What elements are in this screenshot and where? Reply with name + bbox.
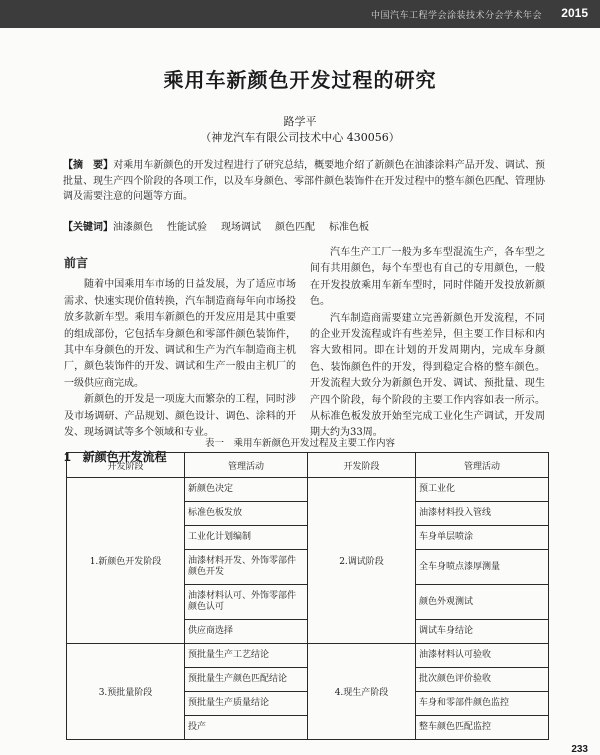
abstract (63, 158, 545, 205)
stage-cell: 3.预批量阶段 (67, 644, 185, 740)
activity-cell: 油漆材料认可验收 (416, 644, 549, 668)
journal-code: 2015 (561, 6, 588, 20)
activity-cell: 车身和零部件颜色监控 (416, 692, 549, 716)
activity-cell: 车身单层喷涂 (416, 526, 549, 550)
stage-cell: 1.新颜色开发阶段 (67, 478, 185, 644)
keyword: 颜色匹配 (275, 222, 315, 233)
activity-cell: 标准色板发放 (185, 502, 308, 526)
activity-cell: 整车颜色匹配监控 (416, 716, 549, 740)
table-header: 开发阶段 (67, 453, 185, 478)
activity-cell: 供应商选择 (185, 620, 308, 644)
table-caption: 表一 乘用车新颜色开发过程及主要工作内容 (204, 438, 395, 449)
section-heading: 1 新颜色开发流程 (64, 450, 167, 465)
activity-cell: 油漆材料投入管线 (416, 502, 549, 526)
activity-cell: 工业化计划编制 (185, 526, 308, 550)
abstract-text: 对乘用车新颜色的开发过程进行了研究总结，概要地介绍了新颜色在油漆涂料产品开发、调试、预批量、现生产四个阶段的各项工作，以及车身颜色、零部件颜色装饰件在开发过程中的整车颜色匹配、管理协调及需要注意的问题等方面。 (63, 160, 546, 202)
development-process-table (66, 452, 549, 740)
abstract-label: 【摘 要】 (63, 160, 114, 171)
keyword: 油漆颜色 (113, 222, 153, 233)
paper-title: 乘用车新颜色开发过程的研究 (163, 70, 437, 92)
activity-cell: 预批量生产颜色匹配结论 (185, 668, 308, 692)
table-header: 管理活动 (185, 453, 308, 478)
keyword: 标准色板 (329, 222, 369, 233)
activity-cell: 新颜色决定 (185, 478, 308, 502)
keywords-label: 【关键词】 (63, 222, 113, 233)
body-paragraph: 汽车制造商需要建立完善新颜色开发流程，不同的企业开发流程或许有些差异，但主要工作目标和内容大致相同。即在计划的开发周期内，完成车身颜色、装饰颜色件的开发，得到稳定合格的整车颜色。开发流程大致分为新颜色开发、调试、预批量、现生产四个阶段，每个阶段的主要工作内容如表一所示。从标准色板发放开始至完成工业化生产调试，开发周期大约为33周。 (310, 312, 545, 439)
stage-cell: 4.现生产阶段 (308, 644, 416, 740)
journal-header-bar (0, 0, 600, 28)
activity-cell: 批次颜色评价验收 (416, 668, 549, 692)
table-row (67, 478, 549, 502)
right-column (310, 245, 545, 442)
activity-cell: 投产 (185, 716, 308, 740)
keyword: 现场调试 (221, 222, 261, 233)
activity-cell: 调试车身结论 (416, 620, 549, 644)
activity-cell: 预工业化 (416, 478, 549, 502)
journal-name: 中国汽车工程学会涂装技术分会学术年会 (370, 11, 542, 21)
stage-cell: 2.调试阶段 (308, 478, 416, 644)
activity-cell: 油漆材料开发、外饰零部件颜色开发 (185, 550, 308, 585)
activity-cell: 预批量生产质量结论 (185, 692, 308, 716)
body-paragraph: 新颜色的开发是一项庞大而繁杂的工程，同时涉及市场调研、产品规划、颜色设计、调色、涂料的开发、现场调试等多个领域和专业。 (64, 394, 296, 439)
body-paragraph: 汽车生产工厂一般为多车型混流生产，各车型之间有共用颜色，每个车型也有自己的专用颜色，一般在开发投放乘用车新车型时，同时伴随开发投放新颜色。 (310, 247, 545, 308)
table-header: 开发阶段 (308, 453, 416, 478)
keywords (63, 220, 545, 235)
activity-cell: 全车身喷点漆厚测量 (416, 550, 549, 585)
body-paragraph: 随着中国乘用车市场的日益发展，为了适应市场需求、快速实现价值转换，汽车制造商每年向市场投放多款新车型。乘用车新颜色的开发应用是其中重要的组成部份，它包括车身颜色和零部件颜色装饰件，其中车身颜色的开发、调试和生产为汽车制造商主机厂，颜色装饰件的开发、调试和生产一般由主机厂的一级供应商完成。 (64, 279, 296, 389)
keyword: 性能试验 (167, 222, 207, 233)
activity-cell: 油漆材料认可、外饰零部件颜色认可 (185, 585, 308, 620)
table-header-row (67, 453, 549, 478)
activity-cell: 颜色外观测试 (416, 585, 549, 620)
table-header: 管理活动 (416, 453, 549, 478)
author-affiliation: （神龙汽车有限公司技术中心 430056） (200, 131, 400, 144)
table-row (67, 644, 549, 668)
author-name: 路学平 (283, 115, 317, 128)
page-number: 233 (571, 744, 588, 755)
foreword-heading: 前言 (64, 256, 89, 270)
activity-cell: 预批量生产工艺结论 (185, 644, 308, 668)
